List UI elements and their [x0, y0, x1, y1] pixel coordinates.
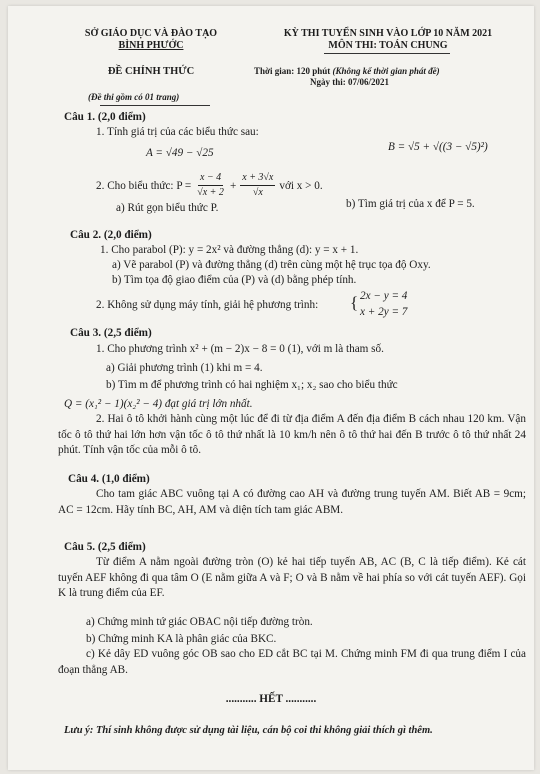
q1-fraction-1 [195, 171, 226, 200]
q2-equation-1: 2x − y = 4 [360, 290, 408, 302]
q1-fraction-1-den: √x + 2 [197, 187, 224, 198]
exam-title: KỲ THI TUYỂN SINH VÀO LỚP 10 NĂM 2021 [283, 28, 493, 39]
q5-part-c: c) Kẻ dây ED vuông góc OB sao cho ED cắt BC tại M. Chứng minh FM đi qua trung điểm I của đoạn thẳng AB. [58, 648, 526, 676]
exam-subject: MÔN THI: TOÁN CHUNG [328, 40, 448, 51]
official-label: ĐỀ CHÍNH THỨC [107, 66, 195, 77]
q1-part2a: a) Rút gọn biểu thức P. [116, 202, 219, 214]
q5-body: Từ điểm A nằm ngoài đường tròn (O) kẻ hai tiếp tuyến AB, AC (B, C là tiếp điểm). Kẻ cát tuyến AEF không đi qua tâm O (E nằm giữa A và F; O và B nằm về hai phía so với cát tuyến AEF). Gọi K là trung điểm của EF. [58, 556, 526, 599]
q5-part-a: a) Chứng minh tứ giác OBAC nội tiếp đường tròn. [86, 616, 313, 628]
q5-title: Câu 5. (2,5 điểm) [64, 541, 146, 553]
q3-expression-q: Q = (x₁² − 1)(x₂² − 4) đạt giá trị lớn nhất. [64, 398, 253, 410]
q3-part1b: b) Tìm m để phương trình có hai nghiệm x₁; x₂ sao cho biểu thức [106, 379, 398, 391]
header-divider [324, 53, 450, 54]
dept-name: SỞ GIÁO DỤC VÀ ĐÀO TẠO [84, 28, 218, 39]
q2-part1: 1. Cho parabol (P): y = 2x² và đường thẳng (d): y = x + 1. [100, 244, 359, 256]
q1-plus-sign: + [229, 179, 237, 192]
q1-part2-lead: 2. Cho biểu thức: P = [96, 179, 192, 192]
exam-time-note: (Không kể thời gian phát đề) [332, 66, 440, 76]
q1-expr-b: B = √5 + √((3 − √5)²) [388, 141, 488, 153]
q3-part2: 2. Hai ô tô khởi hành cùng một lúc để đi từ địa điểm A đến địa điểm B cách nhau 120 km. Vận tốc ô tô thứ hai lớn hơn vận tốc ô tô thứ nhất là 10 km/h nên ô tô thứ hai đến B trước ô tô thứ nhất 24 phút. Tính vận tốc của mỗi ô tô. [58, 413, 526, 456]
q3-part1a: a) Giải phương trình (1) khi m = 4. [106, 362, 263, 374]
q1-part2-condition: với x > 0. [279, 179, 323, 192]
q3-part1: 1. Cho phương trình x² + (m − 2)x − 8 = 0 (1), với m là tham số. [96, 343, 384, 355]
q4-body: Cho tam giác ABC vuông tại A có đường cao AH và đường trung tuyến AM. Biết AB = 9cm; AC = 12cm. Hãy tính BC, AH, AM và diện tích tam giác ABM. [58, 488, 526, 516]
header-divider-left [100, 105, 210, 106]
q2-equation-2: x + 2y = 7 [360, 306, 408, 318]
end-marker: ........... HẾT ........... [225, 693, 317, 705]
q2-system-brace: { [350, 293, 359, 312]
exam-paper [8, 6, 534, 770]
exam-date: Ngày thi: 07/06/2021 [310, 77, 390, 87]
q5-part-b: b) Chứng minh KA là phân giác của BKC. [86, 633, 277, 645]
q2-part2: 2. Không sử dụng máy tính, giải hệ phương trình: [96, 299, 319, 311]
q2-part1b: b) Tìm tọa độ giao điểm của (P) và (d) bằng phép tính. [112, 274, 357, 286]
q1-title: Câu 1. (2,0 điểm) [64, 111, 146, 123]
q1-part1: 1. Tính giá trị của các biểu thức sau: [96, 126, 259, 138]
q1-part2 [96, 171, 323, 200]
q1-expr-a: A = √49 − √25 [146, 147, 214, 159]
q4-title: Câu 4. (1,0 điểm) [68, 473, 150, 485]
q1-fraction-1-num: x − 4 [198, 171, 223, 186]
exam-time [254, 66, 440, 76]
pages-note: (Đề thi gồm có 01 trang) [88, 92, 180, 102]
q2-title: Câu 2. (2,0 điểm) [70, 229, 152, 241]
q3-title: Câu 3. (2,5 điểm) [70, 327, 152, 339]
q1-fraction-2-num: x + 3√x [240, 171, 275, 186]
province-name: BÌNH PHƯỚC [118, 40, 184, 51]
q1-part2b: b) Tìm giá trị của x để P = 5. [346, 198, 475, 210]
exam-time-value: Thời gian: 120 phút [254, 66, 331, 76]
q1-fraction-2 [240, 171, 275, 200]
q1-fraction-2-den: √x [252, 187, 263, 198]
q2-part1a: a) Vẽ parabol (P) và đường thẳng (d) trên cùng một hệ trục tọa độ Oxy. [112, 259, 431, 271]
footer-note: Lưu ý: Thí sinh không được sử dụng tài liệu, cán bộ coi thi không giải thích gì thêm. [64, 725, 433, 736]
